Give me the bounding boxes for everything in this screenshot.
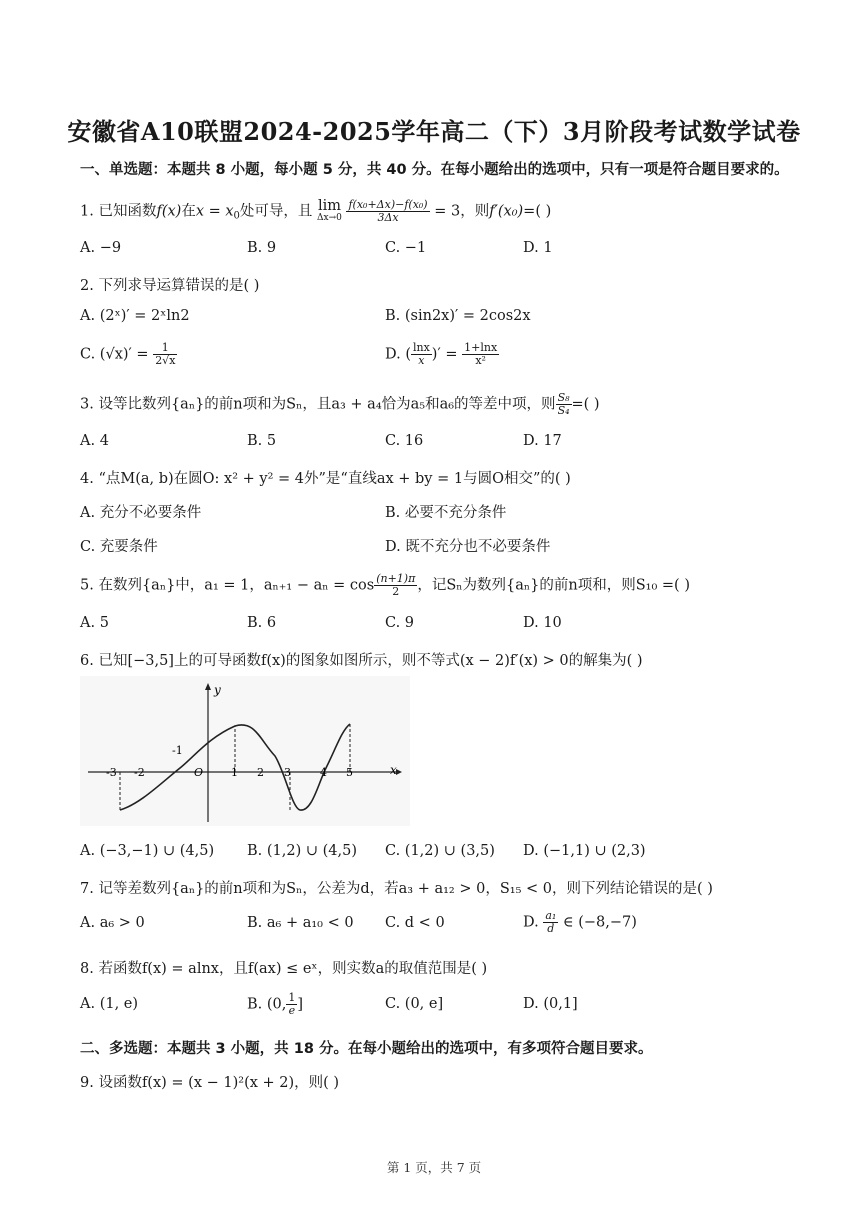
q7-option-d: D. $\frac{\text{a₁}}{d}$ ∈ (−8,−7) xyxy=(523,909,637,935)
tick-2: 2 xyxy=(257,766,264,779)
y-axis-label: y xyxy=(214,683,221,697)
tick-minus3: -3 xyxy=(106,766,117,779)
q6-option-c: C. (1,2) ∪ (3,5) xyxy=(385,843,495,859)
question-7: 7. 记等差数列{aₙ}的前n项和为Sₙ，公差为d，若a₃ + a₁₂ > 0，S₁₅ < 0，则下列结论错误的是( ) xyxy=(80,881,713,897)
tick-3: 3 xyxy=(284,766,291,779)
q4-option-a: A. 充分不必要条件 xyxy=(80,505,202,521)
function-graph xyxy=(80,676,410,826)
q4-option-c: C. 充要条件 xyxy=(80,539,158,555)
q7-option-b: B. a₆ + a₁₀ < 0 xyxy=(247,915,354,931)
q3-option-a: A. 4 xyxy=(80,433,109,449)
q1-option-d: D. 1 xyxy=(523,240,553,256)
q5-option-d: D. 10 xyxy=(523,615,562,631)
q3-option-c: C. 16 xyxy=(385,433,424,449)
exam-title: 安徽省A10联盟2024-2025学年高二（下）3月阶段考试数学试卷 xyxy=(67,117,801,146)
q7-option-a: A. a₆ > 0 xyxy=(80,915,145,931)
q1-option-a: A. −9 xyxy=(80,240,122,256)
question-9: 9. 设函数f(x) = (x − 1)²(x + 2)，则( ) xyxy=(80,1075,340,1091)
q2-option-d: D. ( $\frac{\ln x}{x}$ )′ = $\frac{1+\ln x}{\text{x²}}$ xyxy=(385,341,498,367)
q6-option-b: B. (1,2) ∪ (4,5) xyxy=(247,843,357,859)
tick-4: 4 xyxy=(320,766,327,779)
q7-option-c: C. d < 0 xyxy=(385,915,445,931)
page-footer: 第 1 页，共 7 页 xyxy=(386,1160,482,1175)
tick-5: 5 xyxy=(346,766,353,779)
q1-option-c: C. −1 xyxy=(385,240,427,256)
question-1: 1. 已知函数f(x)在$x = x_0$处可导，且 lim Δx→0 $\frac{\text{f(x₀+Δx)−f(x₀)}}{3\Delta x}$ = 3，则f′(x₀)=( ) xyxy=(80,197,552,224)
q2-option-a: A. (2ˣ)′ = 2ˣln2 xyxy=(80,308,190,324)
q8-option-b: B. (0, $\frac{1}{e}$ ] xyxy=(247,991,304,1017)
section-single-choice-header: 一、单选题：本题共 8 小题，每小题 5 分，共 40 分。在每小题给出的选项中，只有一项是符合题目要求的。 xyxy=(80,162,789,178)
section-multiple-choice-header: 二、多选题：本题共 3 小题，共 18 分。在每小题给出的选项中，有多项符合题目要求。 xyxy=(80,1041,653,1057)
q2-option-c: C. (√x)′ = $\frac{1}{2√x}$ xyxy=(80,341,176,367)
tick-minus2: -2 xyxy=(134,766,145,779)
q4-option-b: B. 必要不充分条件 xyxy=(385,505,507,521)
question-8: 8. 若函数f(x) = alnx，且f(ax) ≤ eˣ，则实数a的取值范围是( ) xyxy=(80,961,488,977)
q4-option-d: D. 既不充分也不必要条件 xyxy=(385,539,551,555)
q5-option-b: B. 6 xyxy=(247,615,277,631)
question-2: 2. 下列求导运算错误的是( ) xyxy=(80,278,260,294)
question-6: 6. 已知[−3,5]上的可导函数f(x)的图象如图所示，则不等式(x − 2)f′(x) > 0的解集为( ) xyxy=(80,653,643,669)
x-axis-label: x xyxy=(390,763,397,777)
q3-option-b: B. 5 xyxy=(247,433,277,449)
question-4: 4. “点M(a, b)在圆O: x² + y² = 4外”是“直线ax + by = 1与圆O相交”的( ) xyxy=(80,471,571,487)
tick-1: 1 xyxy=(231,766,238,779)
q5-option-a: A. 5 xyxy=(80,615,109,631)
q5-option-c: C. 9 xyxy=(385,615,415,631)
q8-option-c: C. (0, e] xyxy=(385,996,444,1012)
q8-option-d: D. (0,1] xyxy=(523,996,578,1012)
origin-label: O xyxy=(194,766,204,779)
q3-option-d: D. 17 xyxy=(523,433,562,449)
q6-option-a: A. (−3,−1) ∪ (4,5) xyxy=(80,843,215,859)
tick-minus1: -1 xyxy=(172,744,183,757)
question-5: 5. 在数列{aₙ}中，a₁ = 1，aₙ₊₁ − aₙ = cos $\frac{(n+1)\pi}{2}$ ，记Sₙ为数列{aₙ}的前n项和，则S₁₀ =( ) xyxy=(80,572,690,598)
q8-option-a: A. (1, e) xyxy=(80,996,139,1012)
question-3: 3. 设等比数列{aₙ}的前n项和为Sₙ，且a₃ + a₄恰为a₅和a₆的等差中项，则 $\frac{\text{S₈}}{\text{S₄}}$ =( ) xyxy=(80,391,600,417)
q6-option-d: D. (−1,1) ∪ (2,3) xyxy=(523,843,646,859)
q2-option-b: B. (sin2x)′ = 2cos2x xyxy=(385,308,531,324)
q1-option-b: B. 9 xyxy=(247,240,277,256)
